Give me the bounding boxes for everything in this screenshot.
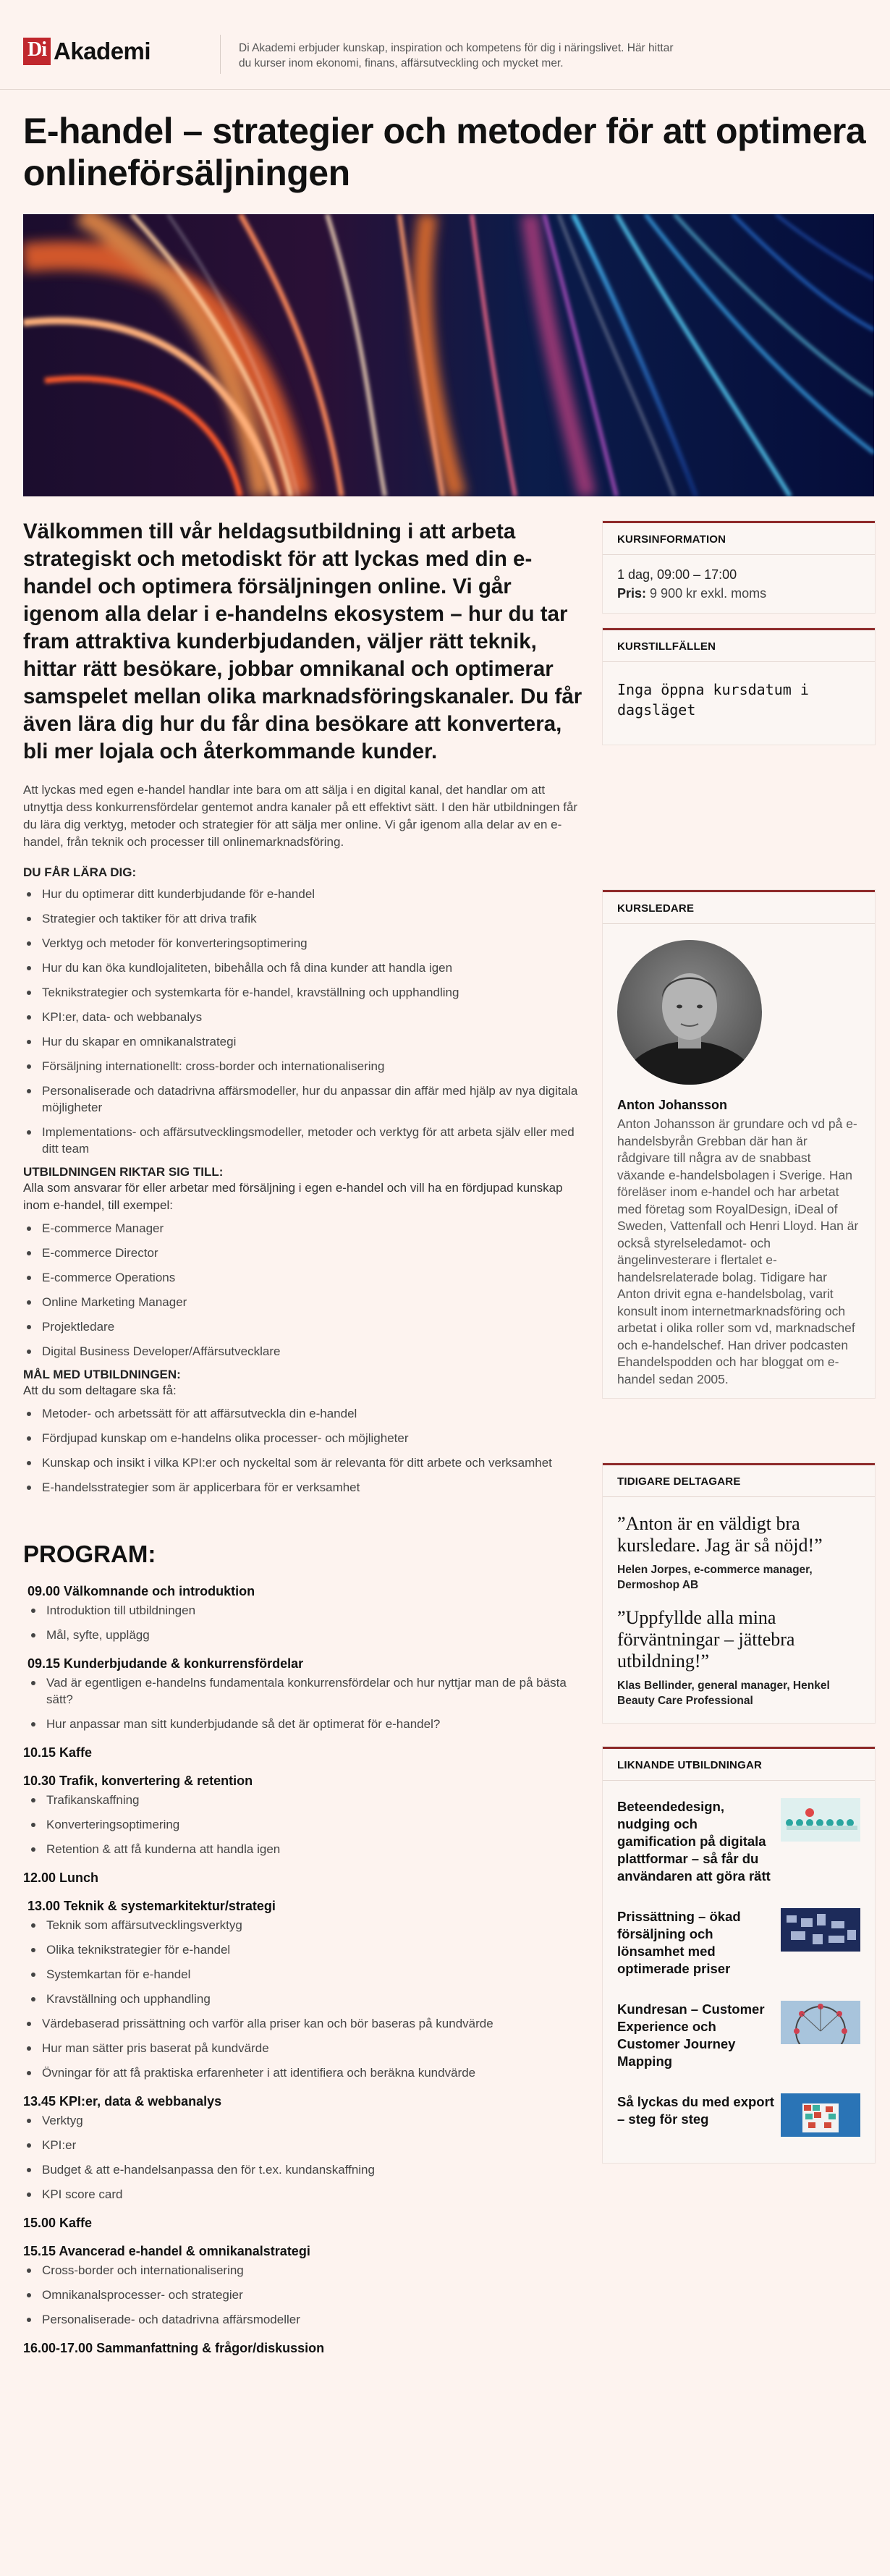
related-course-image[interactable] (781, 2001, 860, 2044)
di-logo: Di (23, 38, 51, 65)
list-item: Implementations- och affärsutvecklingsmodeller, metoder och verktyg för att arbeta själv eller med ditt team (23, 1124, 584, 1157)
list-item: Hur du skapar en omnikanalstrategi (23, 1033, 584, 1050)
related-course-item[interactable] (617, 1791, 860, 1901)
leader-portrait-image (617, 940, 762, 1085)
course-info-card (603, 521, 875, 613)
program-slot: 09.15 Kunderbjudande & konkurrensfördelar (27, 1656, 304, 1671)
list-item: Konverteringsoptimering (27, 1816, 584, 1833)
testimonial-author: Klas Bellinder, general manager, Henkel Beauty Care Professional (617, 1679, 830, 1707)
testimonial-quote: ”Uppfyllde alla mina förväntningar – jättebra utbildning!” (617, 1607, 795, 1672)
program-slot: 15.00 Kaffe (23, 2216, 93, 2230)
testimonial-quote: ”Anton är en väldigt bra kursledare. Jag är så nöjd!” (617, 1513, 823, 1556)
list-item: Olika teknikstrategier för e-handel (27, 1941, 584, 1958)
list-item: Vad är egentligen e-handelns fundamentala konkurrensfördelar och hur nyttjar man de på bästa sätt? (27, 1674, 584, 1708)
list-item: Omnikanalsprocesser- och strategier (23, 2287, 584, 2303)
course-dates-card (603, 628, 875, 745)
description-text: Att lyckas med egen e-handel handlar inte bara om att sälja i en digital kanal, det handlar om att utnyttja dess konkurrensfördelar gentemot andra kanaler på ett effektivt sätt. I den här utbildningen får du lära dig verktyg, metoder och strategier för att sälja mer online. Vi går igenom alla delar av en e-handel, från teknik och processer till onlinemarknadsföring. (23, 783, 578, 849)
header-divider (220, 35, 221, 74)
header-tagline: Di Akademi erbjuder kunskap, inspiration och kompetens för dig i näringslivet. Här hittar du kurser inom ekonomi, finans, affärsutveckling och mycket mer. (239, 42, 674, 69)
list-item: Fördjupad kunskap om e-handelns olika processer- och möjligheter (23, 1430, 584, 1446)
card-heading: TIDIGARE DELTAGARE (603, 1465, 875, 1497)
related-course-image[interactable] (781, 1798, 860, 1842)
list-item: E-commerce Manager (23, 1220, 584, 1237)
course-duration: 1 dag, 09:00 – 17:00 (617, 567, 737, 582)
program-slot: 13.00 Teknik & systemarkitektur/strategi (27, 1899, 276, 1913)
list-item: Budget & att e-handelsanpassa den för t.ex. kundanskaffning (23, 2161, 584, 2178)
list-item: E-handelsstrategier som är applicerbara för er verksamhet (23, 1479, 584, 1496)
related-course-title[interactable]: Så lyckas du med export – steg för steg (617, 2094, 774, 2127)
related-course-item[interactable] (617, 2086, 860, 2153)
price-value: 9 900 kr exkl. moms (650, 586, 767, 601)
list-item: Verktyg och metoder för konverteringsoptimering (23, 935, 584, 952)
program-slot: 15.15 Avancerad e-handel & omnikanalstrategi (23, 2244, 310, 2258)
related-course-item[interactable] (617, 1994, 860, 2086)
related-course-title[interactable]: Kundresan – Customer Experience och Customer Journey Mapping (617, 2001, 765, 2069)
avatar (617, 940, 762, 1085)
page-title: E-handel – strategier och metoder för att optimera onlineförsäljningen (23, 111, 866, 193)
list-item: Trafikanskaffning (27, 1792, 584, 1808)
program-list (27, 1792, 584, 1857)
list-item: KPI:er (23, 2137, 584, 2153)
list-item: Online Marketing Manager (23, 1294, 584, 1310)
program-title: PROGRAM: (23, 1541, 156, 1567)
program-slot: 09.00 Välkomnande och introduktion (27, 1584, 255, 1598)
leader-bio: Anton Johansson är grundare och vd på e-handelsbyrån Grebban där han är rådgivare till några av de snabbast växande e-handelsbolagen i Sverige. Han föreläser inom e-handel och har arbetat med företag som RoyalDesign, iDeal of Sweden, Vattenfall och Henri Lloyd. Han är också styrelseledamot- och ängelinvesterare i flertalet e-handelsrelaterade bolag. Tidigare har Anton drivit egna e-handelsbolag, varit konsult inom internetmarknadsföring och arbetat i olika roller som vd, marknadschef och e-handelschef. Han driver podcasten Ehandelspodden och har bloggat om e-handel sedan 2005. (617, 1117, 859, 1386)
related-courses-card (603, 1747, 875, 2163)
list-item: Projektledare (23, 1318, 584, 1335)
learn-heading: DU FÅR LÄRA DIG: (23, 865, 137, 879)
site-header (0, 0, 890, 90)
goals-list (23, 1405, 584, 1496)
program-list (27, 1674, 584, 1732)
list-item: Övningar för att få praktiska erfarenheter i att identifiera och beräkna kundvärde (23, 2064, 584, 2081)
list-item: Mål, syfte, upplägg (27, 1627, 584, 1643)
price-label: Pris: (617, 586, 647, 601)
list-item: Strategier och taktiker för att driva trafik (23, 910, 584, 927)
card-heading: KURSTILLFÄLLEN (603, 630, 875, 662)
related-course-image[interactable] (781, 1908, 860, 1952)
light-streaks-image (23, 214, 874, 496)
course-leader-card (603, 890, 875, 1398)
program-slot: 16.00-17.00 Sammanfattning & frågor/diskussion (23, 2341, 325, 2355)
list-item: Kunskap och insikt i vilka KPI:er och nyckeltal som är relevanta för ditt arbete och verksamhet (23, 1454, 584, 1471)
goals-heading: MÅL MED UTBILDNINGEN: (23, 1368, 181, 1381)
program-list (23, 2015, 584, 2081)
list-item: E-commerce Director (23, 1245, 584, 1261)
list-item: Verktyg (23, 2112, 584, 2129)
audience-heading: UTBILDNINGEN RIKTAR SIG TILL: (23, 1165, 224, 1179)
list-item: Hur man sätter pris baserat på kundvärde (23, 2040, 584, 2056)
list-item: Metoder- och arbetssätt för att affärsutveckla din e-handel (23, 1405, 584, 1422)
related-course-title[interactable]: Beteendedesign, nudging och gamification på digitala plattformar – så får du användaren att göra rätt (617, 1799, 771, 1884)
leader-name: Anton Johansson (617, 1098, 727, 1112)
list-item: Värdebaserad prissättning och varför alla priser kan och bör baseras på kundvärde (23, 2015, 584, 2032)
program-list (27, 1602, 584, 1643)
list-item: Teknik som affärsutvecklingsverktyg (27, 1917, 584, 1933)
list-item: Personaliserade- och datadrivna affärsmodeller (23, 2311, 584, 2328)
related-course-title[interactable]: Prissättning – ökad försäljning och lönsamhet med optimerade priser (617, 1909, 741, 1976)
list-item: Kravställning och upphandling (27, 1991, 584, 2007)
program-slot: 10.30 Trafik, konvertering & retention (23, 1774, 253, 1788)
audience-text: Alla som ansvarar för eller arbetar med försäljning i egen e-handel och vill ha en fördjupad kunskap inom e-handel, till exempel: (23, 1181, 563, 1212)
list-item: Hur anpassar man sitt kunderbjudande så det är optimerat för e-handel? (27, 1716, 584, 1732)
list-item: Cross-border och internationalisering (23, 2262, 584, 2279)
card-heading: KURSLEDARE (603, 892, 875, 924)
list-item: Introduktion till utbildningen (27, 1602, 584, 1619)
intro-text: Välkommen till vår heldagsutbildning i att arbeta strategiskt och metodiskt för att lyckas med din e-handel och optimera försäljningen online. Vi går igenom alla delar i e-handelns ekosystem – hur du tar fram attraktiva kunderbjudanden, väljer rätt teknik, hittar rätt besökare, jobbar omnikanal och optimerar samspelet mellan olika marknadsföringskanaler. Du får även lära dig hur du får dina besökare att konvertera, bli mer lojala och återkommande kunder. (23, 520, 582, 763)
list-item: E-commerce Operations (23, 1269, 584, 1286)
list-item: Teknikstrategier och systemkarta för e-handel, kravställning och upphandling (23, 984, 584, 1001)
previous-participants-card (603, 1463, 875, 1723)
program-list (23, 2262, 584, 2328)
list-item: Försäljning internationellt: cross-border och internationalisering (23, 1058, 584, 1075)
learn-list (23, 886, 584, 1157)
program-slot: 10.15 Kaffe (23, 1745, 93, 1760)
akademi-wordmark: Akademi (54, 38, 151, 64)
program-list (23, 2112, 584, 2203)
main-content (23, 518, 584, 2359)
audience-list (23, 1220, 584, 1360)
program-slot: 12.00 Lunch (23, 1870, 99, 1885)
related-course-item[interactable] (617, 1901, 860, 1994)
di-akademi-logo[interactable] (23, 38, 151, 65)
list-item: Systemkartan för e-handel (27, 1966, 584, 1983)
card-heading: KURSINFORMATION (603, 523, 875, 555)
list-item: Digital Business Developer/Affärsutvecklare (23, 1343, 584, 1360)
list-item: Personaliserade och datadrivna affärsmodeller, hur du anpassar din affär med hjälp av nya digitala möjligheter (23, 1082, 584, 1116)
related-course-image[interactable] (781, 2093, 860, 2137)
no-dates-message: Inga öppna kursdatum i dagsläget (617, 681, 809, 719)
card-heading: LIKNANDE UTBILDNINGAR (603, 1749, 875, 1781)
program-list (27, 1917, 584, 2007)
list-item: Retention & att få kunderna att handla igen (27, 1841, 584, 1857)
list-item: KPI score card (23, 2186, 584, 2203)
goals-text: Att du som deltagare ska få: (23, 1384, 177, 1397)
testimonial-author: Helen Jorpes, e-commerce manager, Dermoshop AB (617, 1564, 813, 1591)
hero-image (23, 214, 874, 496)
program-slot: 13.45 KPI:er, data & webbanalys (23, 2094, 222, 2109)
list-item: Hur du optimerar ditt kunderbjudande för e-handel (23, 886, 584, 902)
list-item: Hur du kan öka kundlojaliteten, bibehålla och få dina kunder att handla igen (23, 959, 584, 976)
list-item: KPI:er, data- och webbanalys (23, 1009, 584, 1025)
